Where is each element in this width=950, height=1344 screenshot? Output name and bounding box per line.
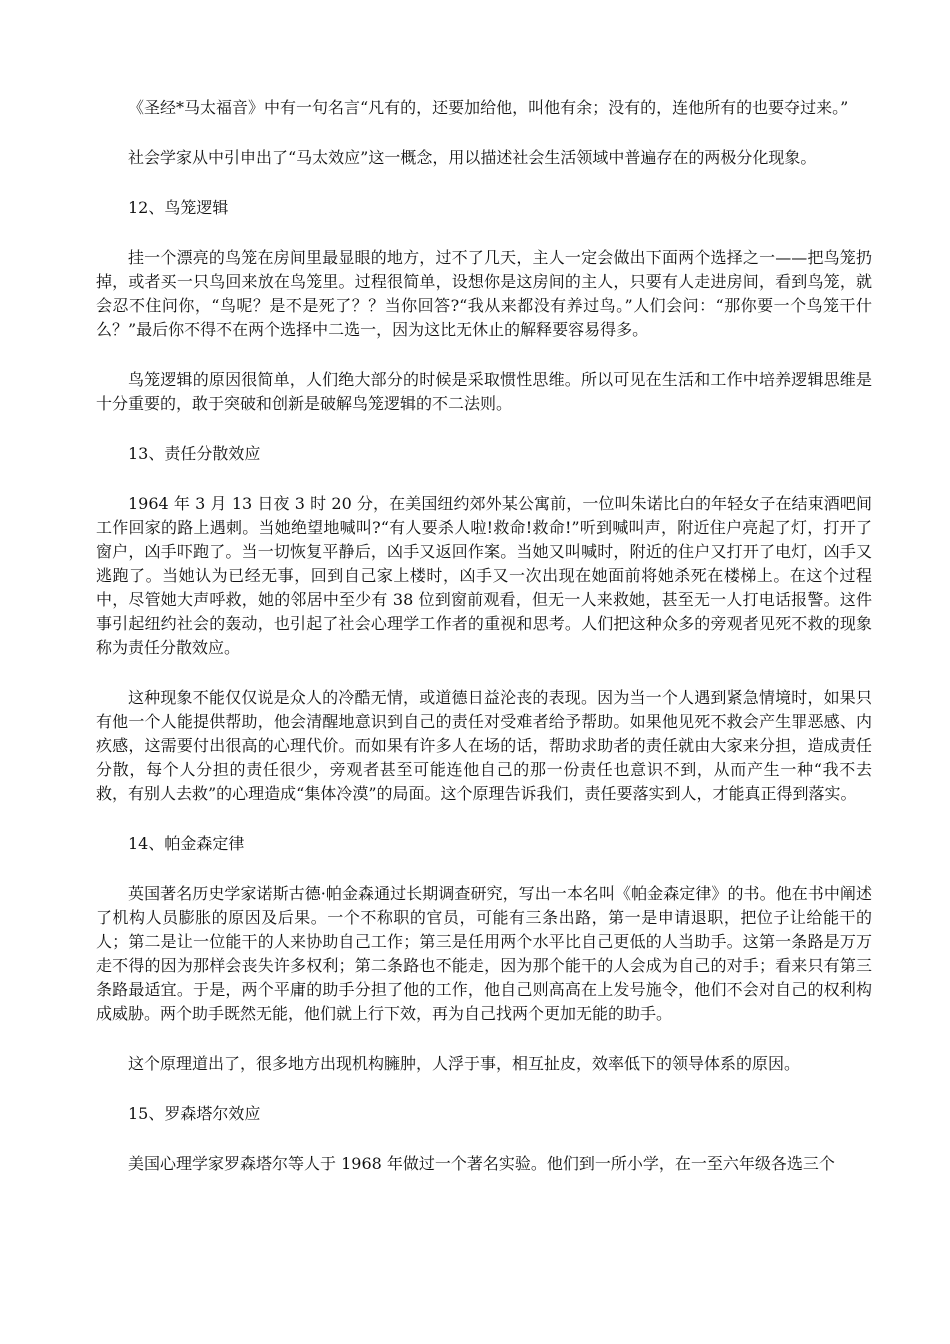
paragraph-parkinson-law: 英国著名历史学家诺斯古德·帕金森通过长期调查研究，写出一本名叫《帕金森定律》的书。他在书中阐述了机构人员膨胀的原因及后果。一个不称职的官员，可能有三条出路，第一是申请退职，把位子让给能干的人；第二是让一位能干的人来协助自己工作；第三是任用两个水平比自己更低的人当助手。这第一条路是万万走不得的因为那样会丧失许多权利；第二条路也不能走，因为那个能干的人会成为自己的对手；看来只有第三条路最适宜。于是，两个平庸的助手分担了他的工作，他自己则高高在上发号施令，他们不会对自己的权利构成威胁。两个助手既然无能，他们就上行下效，再为自己找两个更加无能的助手。 [96, 884, 872, 1023]
paragraph-parkinson-conclusion: 这个原理道出了，很多地方出现机构臃肿，人浮于事，相互扯皮，效率低下的领导体系的原因。 [128, 1054, 801, 1073]
section-heading-15: 15、罗森塔尔效应 [128, 1104, 261, 1123]
paragraph-matthew-quote: 《圣经*马太福音》中有一句名言“凡有的，还要加给他，叫他有余；没有的，连他所有的也要夺过来。” [128, 98, 849, 117]
section-heading-12: 12、鸟笼逻辑 [128, 198, 229, 217]
paragraph-birdcage-story: 挂一个漂亮的鸟笼在房间里最显眼的地方，过不了几天，主人一定会做出下面两个选择之一——把鸟笼扔掉，或者买一只鸟回来放在鸟笼里。过程很简单，设想你是这房间的主人，只要有人走进房间，看到鸟笼，就会忍不住问你，“鸟呢？是不是死了？？当你回答?“我从来都没有养过鸟。”人们会问：“那你要一个鸟笼干什么？”最后你不得不在两个选择中二选一，因为这比无休止的解释要容易得多。 [96, 248, 872, 339]
section-heading-14: 14、帕金森定律 [128, 834, 245, 853]
paragraph-matthew-effect: 社会学家从中引申出了“马太效应”这一概念，用以描述社会生活领域中普遍存在的两极分化现象。 [128, 148, 817, 167]
paragraph-birdcage-reason: 鸟笼逻辑的原因很简单，人们绝大部分的时候是采取惯性思维。所以可见在生活和工作中培养逻辑思维是十分重要的，敢于突破和创新是破解鸟笼逻辑的不二法则。 [96, 370, 872, 413]
paragraph-rosenthal-intro: 美国心理学家罗森塔尔等人于 1968 年做过一个著名实验。他们到一所小学，在一至六年级各选三个 [128, 1154, 835, 1173]
paragraph-bystander-story: 1964 年 3 月 13 日夜 3 时 20 分，在美国纽约郊外某公寓前，一位叫朱诺比白的年轻女子在结束酒吧间工作回家的路上遇刺。当她绝望地喊叫?“有人要杀人啦!救命!救命!”听到喊叫声，附近住户亮起了灯，打开了窗户，凶手吓跑了。当一切恢复平静后，凶手又返回作案。当她又叫喊时，附近的住户又打开了电灯，凶手又逃跑了。当她认为已经无事，回到自己家上楼时，凶手又一次出现在她面前将她杀死在楼梯上。在这个过程中，尽管她大声呼救，她的邻居中至少有 38 位到窗前观看，但无一人来救她，甚至无一人打电话报警。这件事引起纽约社会的轰动，也引起了社会心理学工作者的重视和思考。人们把这种众多的旁观者见死不救的现象称为责任分散效应。 [96, 494, 872, 657]
paragraph-bystander-analysis: 这种现象不能仅仅说是众人的冷酷无情，或道德日益沦丧的表现。因为当一个人遇到紧急情境时，如果只有他一个人能提供帮助，他会清醒地意识到自己的责任对受难者给予帮助。如果他见死不救会产生罪恶感、内疚感，这需要付出很高的心理代价。而如果有许多人在场的话，帮助求助者的责任就由大家来分担，造成责任分散，每个人分担的责任很少，旁观者甚至可能连他自己的那一份责任也意识不到，从而产生一种“我不去救，有别人去救”的心理造成“集体冷漠”的局面。这个原理告诉我们，责任要落实到人，才能真正得到落实。 [96, 688, 872, 803]
section-heading-13: 13、责任分散效应 [128, 444, 261, 463]
